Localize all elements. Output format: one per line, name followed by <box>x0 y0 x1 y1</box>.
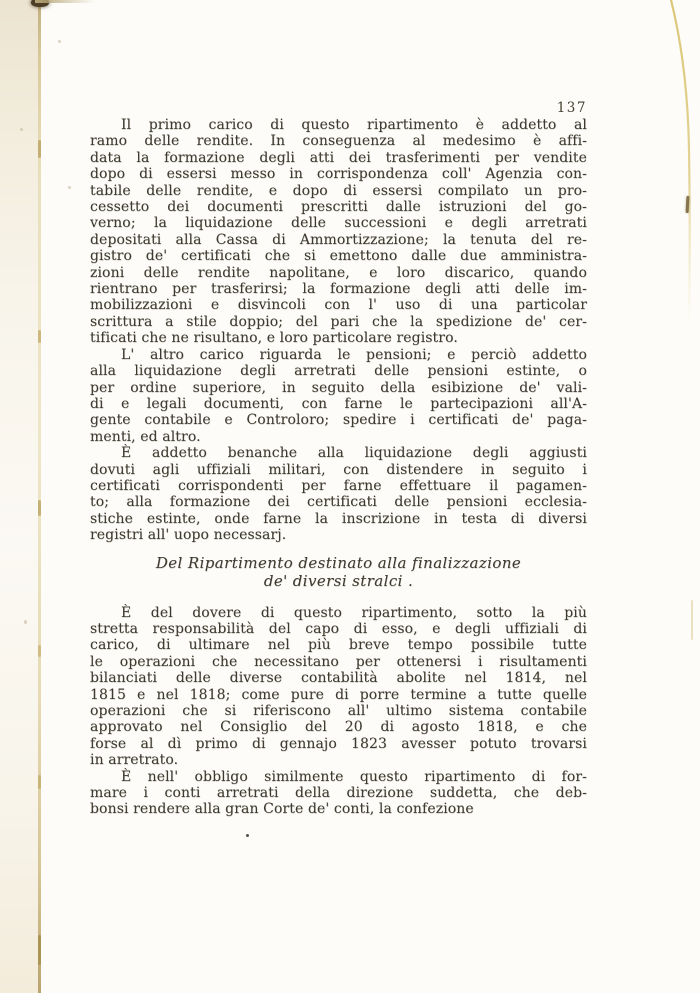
text-line: scrittura a stile doppio; del pari che la spedizione de' cer- <box>90 313 587 330</box>
text-line: approvato nel Consiglio del 20 di agosto 1818, e che <box>90 719 587 736</box>
edge-line-dash <box>38 500 41 516</box>
text-line: to; alla formazione dei certificati delle pensioni ecclesia- <box>90 494 587 511</box>
text-line: ramo delle rendite. In conseguenza al medesimo è affi- <box>90 133 587 150</box>
text-line: depositati alla Cassa di Ammortizzazione; la tenuta del re- <box>90 231 587 248</box>
text-line: per ordine superiore, in seguito della esibizione de' vali- <box>90 379 587 396</box>
paper-speck <box>68 186 71 189</box>
text-line: tificati che ne risultano, e loro particolare registro. <box>90 330 458 347</box>
text-line: alla liquidazione degli arretrati delle pensioni estinte, o <box>90 363 587 380</box>
paper-speck <box>58 40 61 43</box>
heading-line-2: de' diversi stralci . <box>263 571 414 590</box>
edge-line-dash <box>38 775 41 789</box>
text-line: stiche estinte, onde farne la inscrizione in testa di diversi <box>90 510 587 527</box>
text-line: in arretrato. <box>90 752 179 769</box>
text-line: Il primo carico di questo ripartimento è addetto al <box>121 117 587 133</box>
text-line: È addetto benanche alla liquidazione degli aggiusti <box>121 445 587 462</box>
text-column <box>90 117 587 818</box>
edge-line-dash <box>38 935 41 965</box>
text-line: mare i conti arretrati della direzione suddetta, che deb- <box>90 785 587 802</box>
paragraph <box>90 117 587 347</box>
page-number: 137 <box>556 100 587 116</box>
edge-line-dash <box>38 645 41 657</box>
text-line: le operazioni che necessitano per ottenersi i risultamenti <box>90 653 587 670</box>
right-edge-faint-mark <box>691 600 693 640</box>
page-gutter-shading <box>0 0 39 993</box>
section-stralci <box>90 605 587 818</box>
text-line: di e legali documenti, con farne le partecipazioni all'A- <box>90 395 587 412</box>
paragraph <box>90 605 587 769</box>
heading-line-1: Del Ripartimento destinato alla finalizzazione <box>155 553 522 572</box>
paper-speck <box>24 620 27 624</box>
ink-speck <box>246 834 249 837</box>
paragraph <box>90 769 587 818</box>
text-line: dovuti agli uffiziali militari, con distendere in seguito i <box>90 461 587 478</box>
text-line: zioni delle rendite napolitane, e loro discarico, quando <box>90 264 587 281</box>
text-line: gente contabile e Controloro; spedire i certificati de' paga- <box>90 412 587 429</box>
text-line: forse al dì primo di gennajo 1823 avesser potuto trovarsi <box>90 735 587 752</box>
text-line: menti, ed altro. <box>90 428 201 445</box>
edge-line-dash <box>38 140 41 158</box>
text-line: gistro de' certificati che si emettono dalle due amministra- <box>90 248 587 265</box>
text-line: È nell' obbligo similmente questo ripartimento di for- <box>121 768 587 785</box>
text-line: tabile delle rendite, e dopo di essersi compilato un pro- <box>90 182 587 199</box>
text-line: data la formazione degli atti dei trasferimenti per vendite <box>90 149 587 166</box>
text-line: 1815 e nel 1818; come pure di porre termine a tutte quelle <box>90 686 587 703</box>
text-line: È del dovere di questo ripartimento, sotto la più <box>121 604 587 621</box>
section-ripartimento-duties <box>90 117 587 544</box>
text-line: carico, di ultimare nel più breve tempo possibile tutte <box>90 637 587 654</box>
right-page-edge-curve <box>655 0 700 330</box>
text-line: L' altro carico riguarda le pensioni; e perciò addetto <box>121 346 587 363</box>
text-line: cessetto dei documenti prescritti dalle istruzioni del go- <box>90 199 587 216</box>
text-line: bonsi rendere alla gran Corte de' conti, la confezione <box>90 801 474 818</box>
text-line: operazioni che si riferiscono all' ultimo sistema contabile <box>90 703 587 719</box>
text-line: stretta responsabilità del capo di esso, e degli uffiziali di <box>90 620 587 637</box>
paragraph <box>90 445 587 543</box>
text-line: registri all' uopo necessarj. <box>90 527 287 544</box>
text-line: certificati corrispondenti per farne effettuare il pagamen- <box>90 477 587 494</box>
edge-line-dash <box>38 330 41 343</box>
text-line: dopo di essersi messo in corrispondenza coll' Agenzia con- <box>90 166 587 183</box>
top-edge-shadow <box>35 0 95 3</box>
section-heading <box>90 554 587 590</box>
text-line: verno; la liquidazione delle successioni e degli arretrati <box>90 215 587 232</box>
text-line: rientrano per trasferirsi; la formazione degli atti delle im- <box>90 281 587 298</box>
paragraph <box>90 347 587 445</box>
text-line: mobilizzazioni e disvincoli con l' uso di una particolar <box>90 297 587 314</box>
text-line: bilanciati delle diverse contabilità abolite nel 1814, nel <box>90 670 587 687</box>
paper-speck <box>20 128 23 131</box>
